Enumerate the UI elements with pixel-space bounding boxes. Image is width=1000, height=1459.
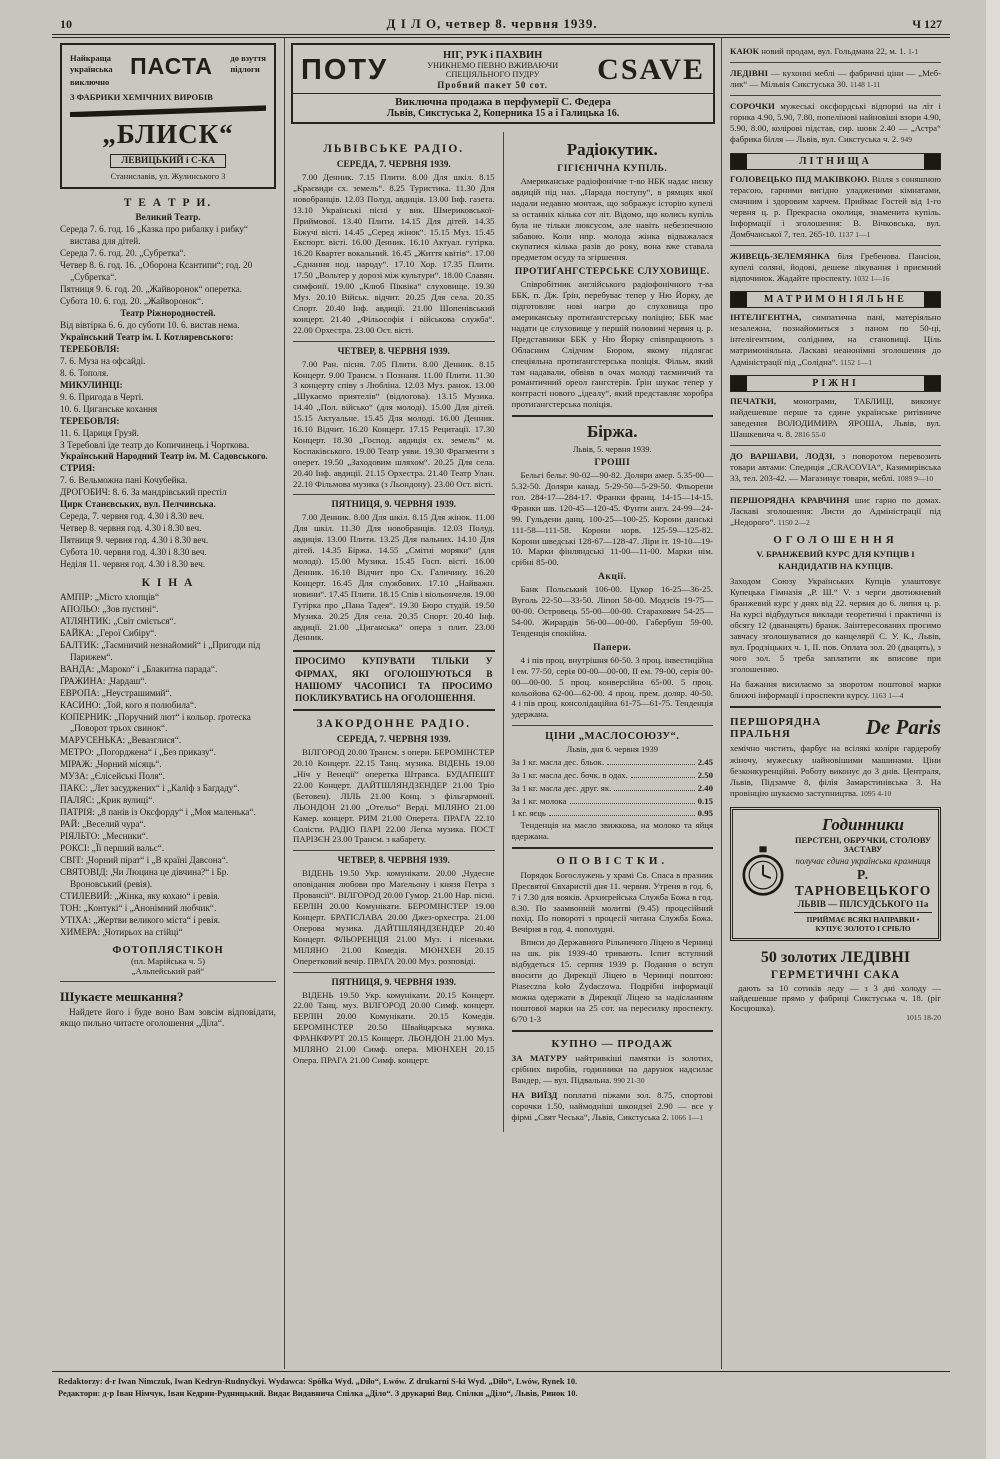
inner-columns [285,132,721,1132]
section-divider [293,494,495,495]
ad-subheadline: ГЕРМЕТИЧНІ САКА [770,968,901,981]
blysk-ad-right [230,53,266,76]
laundry-ad [730,715,941,798]
cinema-line: СВІТ: „Чорний пірат“ і „В країні Давсона“. [60,854,229,865]
laundry-ad-top [730,715,941,740]
section-divider [730,706,941,708]
theater-line: 7. 6. Вельможна пані Кочубейка. [60,475,188,486]
bonds-title: Папери. [593,642,632,653]
ad-text: Пробний пакет 50 сот. [437,80,549,90]
opovistky-title: ОПОВІСТКИ. [556,854,669,867]
theater-line: ДРОГОБИЧ: 8. 6. За мандрівський престіл [60,487,227,498]
swoosh-graphic [70,105,266,117]
radiokutyk-title: Радіокутик. [566,140,658,159]
classified-lead: СОРОЧКИ [730,101,775,112]
theater-line: Український Народний Театр ім. М. Садовського. [60,451,268,462]
classified-ad [512,1090,714,1123]
column-1 [52,38,285,1369]
section-divider [730,445,941,446]
dotted-leader [607,764,694,765]
classified-text: Вілля з соняшною терасою, гарними вигідно уладженими кімнатами, смачним і здоровим харчем. Приймає Гостей від 1-го червня ц. р. Прекрасна околиця, знаменита купіль. Інформації і зголошення: В. Вічковська, вул. Домбчанської 7, тел. 265-10. [730,173,941,239]
ad-text: Виключна продажа в перфумерії С. Федера [395,96,611,108]
classified-lead: ГОЛОВЕЦЬКО ПІД МАКІВКОЮ. [730,173,870,184]
price-value: 0.95 [697,808,713,819]
masthead: Д І Л О, четвер 8. червня 1939. [386,16,598,31]
birzha-title: Біржа. [587,422,638,442]
kurs-note-text: На бажання висилаємо за зворотом поштової марки ближчі інформації і проспекти курсу. [730,679,941,701]
theater-line: Середа, 7. червня год. 4.30 і 8.30 веч. [60,511,205,522]
radio-schedule: ВІДЕНЬ 19.50 Укр. комунікати. 20.15 Концерт. 22.00 Танц. муз. ВІЛГОРОД 20.00 Симф. концерт. БЕРЛІН 20.00 Комунікати. 20.15 Комедія. БЕРОМІНСТЕР 20.50 Швайцарська музика. ФРАНКФУРТ 20.15 Концерт. ЛЬОНДОН 21.00 Муз. МІЛЯНО 21.00 Симф. опера. МЮНХЕН 20.15 Опера. ПРАГА 21.00 Симф. концерт. [293,989,495,1065]
price-value: 0.15 [697,795,713,806]
ad-headline: ПОТУ [301,53,389,86]
stocks-rates: Банк Польський 106-00. Цукор 16-25—36-25. Вуголь 22-50—33-50. Ліпоп 58-00. Модзєїв 19-75—00-00. Островець 55-00—00-00. Старахович 54-25—54-00. Жирардів 56-00—00-00. Габербуш 59-00. Тенденція спокійна. [511,584,713,638]
page-footer [52,1371,950,1404]
factory-line: З ФАБРИКИ ХЕМІЧНИХ ВИРОБІВ [70,92,213,103]
bonds-rates: 4 і пів проц. внутрішня 60-50. 3 проц. інвестиційна І ем. 77-50, серія 00-00—00-00, ІІ ем. 79-00, серія 00-00—00-00. 5 проц. конверсійна 65-00. 5 проц. кольойова 62-00—62-00. 4 проц. прем. доляр. 40-50. 4 і пів проц. консолідаційна 61-75—61-75. Тенденція удержана. [511,654,713,720]
radio-schedule: ВІЛГОРОД 20.00 Трансм. з опери. БЕРОМІНСТЕР 20.10 Концерт. 22.15 Танц. музика. ВІДЕНЬ 19.00 „Ніч у Венеції“ оперетка Штравса. БУДАПЕШТ 22.00 Концерт. ДАЙТШЛЯНДЗЕНДЕР 21.00 Тріо (Бетовен). ЛІЛЬ 21.00 Конц. з фільгармонії. ЛЬОНДОН 21.00 „Отельо“ Верді. МІЛЯНО 21.00 Камер. концерт. РИМ 21.00 Оперета. ПРАГА 22.10 Солісти. РАДІО ПАРІ 22.00 Легка музика. ПОСТ ПАРІЗЄН 23.00 Трансм. з кабарету. [293,747,495,845]
theater-line: Субота 10. червня год. 4.30 і 8.30 веч. [60,547,207,558]
classified-ad [730,68,941,90]
issue-number: Ч 127 [912,17,942,31]
lviv-radio-title: ЛЬВІВСЬКЕ РАДІО. [323,143,465,155]
housing-text: Найдете його і буде воно Вам зовсім відповідати, якщо пильно читаєте оголошення „Діла“. [60,1007,276,1030]
cinema-line: ПАЛЯС: „Крик вулиці“. [60,795,155,806]
price-label: 1 кг. яєць [511,808,546,819]
classified-lead: ДО ВАРШАВИ, ЛОДЗІ, [730,450,835,461]
section-divider [730,95,941,96]
potu-ad-top [293,45,713,93]
classified-text: поплатні піжами зол. 8.75, спортові сорочки 1.50, наймодніші шкондзеї 2.90 — все у фірмі „Свят Чеська“, Львів, Сикстуська 2. [511,1089,714,1122]
classified-ref: 1095 4-10 [860,788,892,798]
cinema-line: КОПЕРНИК: „Поручний лют“ і кольор. ґротеска „Поворот трьох свинок“. [60,711,251,734]
classified-ad [730,101,941,145]
classified-lead: ПЕРШОРЯДНА КРАВЧИНЯ [730,495,850,506]
kurs-note [730,679,941,701]
ad-text: українська [70,64,113,75]
classified-ref: 1066 1—1 [670,1112,704,1122]
theater-line: 8. 6. Тополя. [60,367,109,378]
section-divider [512,725,714,726]
merchant-address: ЛЬВІВ — ПІЛСУДСЬКОГО 11а [797,898,929,909]
money-title: ГРОШІ [594,458,631,469]
watchmaker-ad [730,807,941,941]
price-row [512,782,714,795]
ad-text: до взуття [230,53,266,63]
classified-ref: 1015 18-20 [906,1012,941,1022]
page-header [52,12,950,35]
section-divider [293,341,495,342]
ad-text: ПРАЛЬНЯ [730,727,791,740]
classified-ref: 949 [900,135,912,145]
classified-lead: ПЕЧАТКИ, [730,395,777,406]
theater-line: Четвер 8. червня год. 4.30 і 8.30 веч. [60,523,202,534]
price-row [512,807,714,820]
price-row [512,795,714,808]
ad-text: дають за 10 сотиків леду — з 3 дні холоду — найдешевше прямо у фабриці Сикстуська ч. 18. (ріг Косцюшка). [730,982,941,1013]
cinema-line: ПАТРІЯ: „8 панів із Оксфорду“ і „Моя маленька“. [60,807,256,818]
column-2 [285,132,504,1132]
classified-ref: 1032 1—16 [853,274,890,284]
birzha-dateline: Львів, 5. червня 1939. [572,444,652,455]
price-label: За 1 кг. молока [511,795,567,806]
cinema-line: МЕТРО: „Погорджена“ і „Без приказу“. [60,747,216,758]
price-label: За 1 кг. масла дес. бльок. [511,757,605,768]
maker-name: ЛЕВИЦЬКИЙ і С-КА [110,154,226,168]
ad-text: ПЕРСТЕНІ, ОБРУЧКИ, СТОЛОВУ ЗАСТАВУ [795,835,931,854]
section-divider [293,850,495,851]
classified-text: мужеські оксфордські відпорні на літ і горнка 4.90, 5.90, 7.80, попелінові найновіші взори 4.90, 5.90, 8.00, колірові підстав, сир. шовк 2.40 — „Астра“ фабрика білля — Львів, вул. Сикстуська ч. 2. [730,101,941,145]
buy-from-advertisers-notice [293,650,495,711]
radio-schedule: 7.00 Ран. пісня. 7.05 Плити. 8.00 Денник. 8.15 Концерт. 9.00 Трансм. з Познаня. 11.00 Плити. 11.30 З концерту співу з Любліна. 12.03 Муз. ранок. 13.00 „Шукаємо приятелів“ (відлогова). 13.15 Музика. 14.40 „Пол. військо“ (для молоді). 15.00 Для дітей. 15.15 Актуальне. 15.45 Для молоді. 16.00 Денник. 16.10 Відчит. 16.20 Концерт. 17.15 Рецитації. 17.30 Концерт. 18.30 „Господ. авдиція сх. земель“ м. Коспаківського. 19.00 Театр уяви. 19.30 Фрагменти з оперет. 19.50 „Заходовим шляхом“. 20.25 Для села. 20.40 Інф. авдиції. 21.15 Орхестра. 21.40 Театр Улан. 22.10 Фільмова музика (з Льондону). 23.00 Ост. вісті. [293,358,495,489]
ornament-left [731,154,747,169]
classified-text: з поворотом перевозить товари автами: Спедиція „CRACOVIA“, Казимирівська 33, тел. 203-42. — Магазинує товари, меблі. [730,450,941,484]
blysk-paste-ad [60,43,276,189]
classified-lead: ЖИВЕЦЬ-ЗЕЛЕМЯНКА [730,251,830,262]
merchant-name: Р. ТАРНОВЕЦЬКОГО [794,866,932,898]
radio-schedule: 7.00 Денник. 8.00 Для шкіл. 8.15 Для жінок. 11.00 Для шкіл. 11.30 Для новобранців. 12.03 Полуд. авдиція. 13.00 Плити. 13.25 Для пальних. 14.10 Для дітей. 14.35 Біржа. 14.55 „Смітні моряки“ (для молоді). 15.00 Музика. 15.45 Госп. вісті. 16.00 Денник. 16.10 Відчит про Сх. Галичину. 16.20 Концерт. 16.45 Для службових. 17.10 „Найважн. новини“. 17.45 Плити. 18.15 Спів і віольончеля. 19.00 Гутірка про „Пана Тадея“. 19.30 Бюро студій. 19.50 Музика. 20.25 Для села. 20.35 Спорт. 20.40 Інф. авдиції. 21.00 „Циганська“ опера з плит. 23.00 Денник. [293,512,495,643]
price-value: 2.45 [697,757,713,768]
price-value: 2.50 [697,770,713,780]
hygiene-bath-title: ГІГІЄНІЧНА КУПІЛЬ. [557,164,668,174]
classified-ad [730,174,941,240]
classified-ref: 1-1 [908,47,919,56]
oholoshennia-title: ОГОЛОШЕННЯ [773,534,898,547]
opovistky-item: Вписи до Державного Рільничого Ліцею в Черниці на шк. рік 1939-40 тривають. Іспит вступний відбудеться 15. серпня 1939 р. Подання о вступ вносити до Дирекції Ліцею в Черниці поштою: Piaseczna koło Żydaczowa. Подрібні інформації можна одержати в Дирекції Ліцею за надісланням поштової марки на 25 сот. на пересилку проспекту. 6/70 1-3 [511,937,713,1024]
cinema-line: КАСИНО: „Той, кого я полюбила“. [60,699,197,710]
maslosoyuz-dateline: Львів, дня 6. червня 1939 [566,744,659,755]
classified-ref: 1163 1—4 [871,691,904,701]
theater-line: З Теребовлі їде театр до Копичинець і Чорткова. [60,439,250,450]
laundry-text [730,743,941,798]
ad-text: Найкраща [70,53,112,63]
stocks-title: Акції. [598,572,627,583]
ad-text: підлоги [230,64,260,75]
classified-ad [730,312,941,367]
section-divider [730,62,941,63]
radio-schedule: 7.00 Денник. 7.15 Плити. 8.00 Для шкіл. 8.15 „Краєвиди сх. земель“. 8.25 Туристика. 11.30 Для новобранців. 12.03 Полуд. авдиція. 13.00 Інф. газета. 13.10 Українські пісні у вик. Шмериковської-Приймової. 13.40 Плити. 14.15 Для дітей. 14.35 Біжучі вісті. 14.45 „Серед жінок“. 15.15 Муз. 15.45 Експорт. вісті. 16.00 Денник. 16.10 Актуал. гутірка. 16.20 Квартет вокальний. 16.45 „Життя квітів“. 17.00 „Єднання под. народу“. 17.10 Хор. 17.35 Плити. 17.50 „Вольтер у дорозі між культури“. 18.00 Славян. симфонії. 19.00 „Клюб Піквіка“ слуховище. 19.30 Муз. 20.10 Військ. відчит. 20.25 Для села. 20.35 Спорт. 20.40 Інф. авдиції. 21.00 Шопенівський концерт. 21.40 „Фільософія і військова служба“. 22.00 Орхестра. 23.00 Ост. вісті. [293,172,495,335]
radio-day-header: СЕРЕДА, 7. ЧЕРВНЯ 1939. [336,160,451,170]
cinema-line: ПАКС: „Лет засуджених“ і „Каліф з Багдаду“. [60,783,240,794]
classified-ad [730,451,941,484]
theater-line: Театр Ріжнородностей. [120,308,216,319]
pocket-watch-icon [739,845,787,903]
classified-lead: НА ВИЇЗД [511,1089,558,1100]
cinema-line: ТОН: „Контукі“ і „Анонімний любчик“. [60,902,217,913]
theater-line: 9. 6. Пригода в Черті. [60,391,144,402]
cinema-line: МІРАЖ: „Чорний місяць“. [60,759,162,770]
section-divider [730,489,941,490]
cinema-line: УТІХА: „Жертви великого міста“ і ревія. [60,914,221,925]
potu-ad-bottom [293,93,713,122]
cinema-line: СВЯТОВІД: „Чи Люцина це дівчина?“ і Бр. Вроновський (ревія). [60,866,229,889]
maker-address: Станиславів, ул. Жулинського 3 [110,171,226,182]
cinema-line: МАРУСЕНЬКА: „Вевазглися“. [60,735,182,746]
laundry-body: хемічно чистить, фарбує на всілякі коліри гардеробу жіночу, мужеську найновішими машинами. Ціни безконкуренційні. Роботу виконує до 3 днів. Централя, Львів, Підзамче 8, філія Замарстинівська 3. На провінцію шукаємо заступництва. [730,743,941,798]
ornament-right [924,154,940,169]
watchmaker-ad-text [794,815,932,933]
cinema-line: ҐРАЖИНА: „Чардаш“. [60,675,147,686]
radio-day-header: ЧЕТВЕР, 8. ЧЕРВНЯ 1939. [337,346,450,357]
theater-line: Великий Театр. [135,212,201,223]
antigangster-title: ПРОТИҐАНГСТЕРСЬКЕ СЛУХОВИЩЕ. [514,267,710,278]
column-3 [504,132,722,1132]
cinema-line: СТИЛЕВИЙ: „Жінка, яку кохаю“ і ревія. [60,890,220,901]
ornament-right [924,376,940,391]
theater-line: Субота 10. 6. год. 20. „Жайворонок“. [60,296,204,307]
cinema-line: БАЛТИК: „Таємничий незнайомий“ і „Пригоди під Парижем“. [60,639,261,662]
ad-text: получає єдина українська крамниця [795,855,931,866]
classified-ref: 1148 1-11 [850,80,881,90]
theater-line: Від вівтірка 6. 6. до суботи 10. 6. вистав нема. [60,319,240,330]
classified-ad [730,46,941,57]
theater-line: ТЕРЕБОВЛЯ: [60,415,120,426]
kupno-prodazh-title: КУПНО — ПРОДАЖ [551,1037,674,1050]
newspaper-page [52,12,950,1404]
price-label: За 1 кг. масла дес. друг. як. [511,782,612,793]
classified-lead: ІНТЕЛІГЕНТНА, [730,312,802,323]
classified-lead: КАЮК [730,46,760,56]
laundry-ad-left [730,716,821,740]
foreign-radio-title: ЗАКОРДОННЕ РАДІО. [316,718,472,731]
blysk-ad-left [70,53,113,88]
classified-ad [512,1053,714,1086]
imprint-line-ukrainian: Редактори: д-р Іван Німчук, Іван Кедрин-Рудницький. Видає Видавнича Спілка „Діло“. З друкарні Вид. Спілки „Діло“, Львів, Ринок 10. [58,1389,578,1399]
classified-ref: 990 21-30 [613,1075,645,1085]
dotted-leader [549,815,695,816]
housing-title: Шукаєте мешкання? [60,988,184,1004]
section-divider [512,847,714,849]
cinema-line: РАЙ: „Веселий чура“. [60,819,146,830]
cinema-line: БАЙКА: „Герої Сибіру“. [60,627,157,638]
ad-headline: Годинники [822,814,904,834]
theater-line: Український Театр ім. І. Котляревського: [60,331,234,342]
kurs-text: Заходом Союзу Українських Купців улаштовує Купецька Гімназія „Р. Ш.“ V. з черги двотижневий бранжевий курс у днях від 22. червня до 6. липня ц. р. На курсі відбудуться виклади теоретичні і практичні із обсягу 12 (дванацять) бранж. Заінтересованих просимо завчасу зголошуватися до канцелярії С. У. К., Львів, вул. Ґродзіцьких ч. 1, ІІ. пов. Оплата зол. 20 (двацять), з чого зол. 5 треба заплатити як вписове при зголошенню. [730,575,941,675]
brand-name: „БЛИСК“ [102,119,234,150]
cinema-line: РОКСІ: „Її перший вальс“. [60,843,165,854]
classified-ref: 2816 55-0 [794,429,826,439]
theater-line: МИКУЛИНЦІ: [60,379,123,390]
section-header-label: МАТРИМОНІЯЛЬНЕ [764,294,907,306]
section-divider [512,415,714,417]
laundry-brand: De Paris [865,715,941,740]
money-rates: Бельгі бельг. 90-02—90-82. Доляри амер. 5.35-00—5.32-50. Доляри канад. 5-29-50—5-29-50. Фльорени гол. 284-17—284-17. Франки франц. 14-15—14-15. Франки шв. 120-45—120-45. Фунти англ. 24-99—24-99. Гульдени данц. 100-25—100-25. Корони данські 111-58—111-58. Корони норв. 125-59—125-82. Корони шведські 128-67—128-47. Ліри іт. 19-10—19-10. Марки фінляндські 11-00—11-00. Марки нім. срібні 85-00. [511,470,713,568]
ornament-right [924,292,940,307]
section-divider [60,981,276,982]
icebox-ad [730,949,941,1022]
theater-line: 11. 6. Цариця Грузй. [60,427,139,438]
classified-text: найтривкіші памятки із золотих, срібних виробів, годинники на дарунок надсилає Вандер, — вул. Підвальна. [511,1052,713,1085]
theater-line: 10. 6. Циганське кохання [60,403,158,414]
classified-lead: ЛЕДІВНІ [730,68,769,79]
classified-ref: 1137 1—1 [838,229,871,239]
column-4 [722,38,949,1369]
classified-text: новий продам, вул. Гольдмана 22, м. 1. [761,46,906,56]
photoplasticon-address: (пл. Марійська ч. 5) [130,955,205,966]
section-divider [293,972,495,973]
theater-line: Пятниця 9. червня год. 4.30 і 8.30 веч. [60,535,209,546]
theater-line: 7. 6. Муза на офсайді. [60,355,146,366]
dotted-leader [614,790,694,791]
price-row [512,756,714,769]
cinema-line: АМПІР: „Місто хлопців“ [60,592,160,602]
scan-edge [986,0,1000,1459]
theater-line: Середа 7. 6. год. 16 „Казка про рибалку і рибку“ вистава для дітей. [60,224,248,247]
theater-line: Пятниця 9. 6. год. 20. „Жайворонок“ оперетка. [60,284,242,295]
classified-ad [730,251,941,284]
cinema-line: МУЗА: „Єлісейські Поля“. [60,771,165,782]
price-value: 2.40 [697,782,713,793]
classified-ad [730,396,941,440]
cinema-line: ХИМЕРА: „Чотирьох на стійці“ [60,926,183,937]
kurs-title: V. БРАНЖЕВИЙ КУРС ДЛЯ КУПЦІВ І КАНДИДАТІВ НА КУПЦІВ. [756,549,915,571]
cinema-line: РІЯЛЬТО: „Месники“. [60,831,149,842]
product-name: ПАСТА [130,53,213,79]
cinema-line: ВАНДА: „Мароко“ і „Блакитна парада“. [60,663,218,674]
classified-lead: ЗА МАТУРУ [511,1052,568,1063]
ad-headline: 50 золотих ЛЕДІВНІ [760,948,911,966]
potu-powder-ad [291,43,715,124]
columns [52,37,950,1369]
ad-text: Львів, Сикстуська 2, Коперника 15 а і Галицька 16. [386,108,620,119]
ad-text: НІГ, РУК і ПАХВИН [443,50,543,61]
ad-text: ПРИЙМАЄ ВСЯКІ НАПРАВКИ • КУПУЄ ЗОЛОТО І СРІБЛО [794,912,932,933]
section-header-litnyshcha [730,153,941,170]
ad-text: УНИКНЕМО ПЕВНО ВЖИВАЮЧИ СПЕЦІЯЛЬНОГО ПУДРУ [427,61,559,79]
price-row [512,769,714,782]
hygiene-bath-text: Американське радіофонічне т-во НБК надає низку авдицій під наз. „Парада поступу“, в рямцях якої надали недавно монтаж, що зображує історію купелі за останніх кілька сот літ. Відомо, що колись купіль була не тільки люксусом, але навіть небезпечною забавою. Коли нпр. молода жінка відважалася скупатися кілька разів до року, вона вже ставала предметом осуду та згіршення. [511,176,713,263]
dotted-leader [631,777,695,778]
section-divider [730,245,941,246]
radio-schedule: ВІДЕНЬ 19.50 Укр. комунікати. 20.00 „Чудесне оповідання любови про Маґельону і князя Петра з Провансії“. ВІЛГОРОД 20.00 Гумор. 21.00 Нар. пісні. БЕРЛІН 20.00 Комунікати. БЕРОМІНСТЕР 19.00 Концерт. БРАТІСЛАВА 20.00 Джез-орхестра. 21.00 Оперова музика. ДАЙТШЛЯНДЗЕНДЕР 20.40 Концерт. ФЛЬОРЕНЦІЯ 21.00 Муз. і пісеньки. МІЛЯНО 21.00 Комедія. МЮНХЕН 20.15 Оперетковий вечір. ПРАГА 20.00 Муз. розповіді. [293,868,495,966]
cinema-line: АПОЛЬО: „Зов пустині“. [60,603,159,614]
theater-line: ТЕРЕБОВЛЯ: [60,343,120,354]
ornament-left [731,292,747,307]
section-header-rizhni [730,375,941,392]
ad-text: виключно [70,76,110,87]
cinemas-title: К І Н А [141,577,195,589]
radio-day-header: ЧЕТВЕР, 8. ЧЕРВНЯ 1939. [337,856,450,867]
notice-text: ПРОСИМО КУПУВАТИ ТІЛЬКИ У ФІРМАХ, ЯКІ ОГОЛОШУЮТЬСЯ В НАШОМУ ЧАСОПИСІ ТА ПРОСИМО ПОКЛИКУВАТИСЬ НА ОГОЛОШЕННЯ. [295,657,493,704]
product-brand: CSAVE [597,53,705,86]
page-number: 10 [60,17,72,31]
theater-line: Середа 7. 6. год. 20. „Субретка“. [60,248,186,259]
imprint-line-polish: Redaktorzy: d-r Iwan Nimczuk, Iwan Kedryn-Rudnyćkyi. Wydawca: Spółka Wyd. „Diło“, Lwów. Z drukarni S-ki Wyd. „Diło“, Lwów, Rynek 10. [58,1377,578,1386]
theater-line: Цирк Станєвських, вул. Пелчинська. [60,499,216,510]
classified-ad [730,495,941,528]
classified-ref: 1150 2—2 [777,518,810,528]
classified-text: симпатична пані, матеріяльно незалежна, познайомиться з паном по 50-ці, інтелігентним, солідним, на становищі. Ціль матримоніяльна. Ласкаві неанонімні зголошення до Адміністрації під „Солідна“. [730,312,942,367]
radio-day-header: СЕРЕДА, 7. ЧЕРВНЯ 1939. [336,735,451,746]
columns-2-3 [285,38,722,1369]
price-label: За 1 кг. масла дес. бочк. в одах. [511,770,628,780]
photoplasticon-block [60,945,276,976]
classified-text: — кухонні меблі — фабричні ціни — „Меб-лик“ — Мільвія Сикстуська 30. [730,68,942,90]
section-divider [512,1030,714,1032]
antigangster-text: Співробітник англійського радіофонічного т-ва ББК, п. Дж. Ґрін, перебуває тепер у Ню Йорку, де підготовляє нові нагри до слуховища про американську протиґангстерську поліцію; ББК має надати це слуховище у першій половині червня ц. р. Представники ББК у Ню Йорку співпрацюють з Обласним Слідчим Бюром, якому підлягає спеціяльна протиґангстерська поліція. Фільм, який там надавали, обвіяв в очах молоді таємничий та романтичний ореол ґангстерів. Ґрін шукає тепер у контрасті нового „ідеалу“, який представляє хоробра протиґангстерська поліція. [511,279,713,410]
maslosoyuz-title: ЦІНИ „МАСЛОСОЮЗУ“. [545,731,680,743]
classified-text: шиє гарно по домах. Ласкаві зголошення: Листи до Адміністрації під „Недорого“. [730,495,941,528]
opovistky-item: Порядок Богослужень у храмі Св. Спаса в празник Пресвятої Євхаристії дня 11. червня. Утреня в год. 6, 7 і 7.30 для вояків. Архиєрейська Служба Божа в год. 8.30. По заамвонній молитві (9.45) процесійний похід. По повороті з процесії читана Служба Божа. Вечірня в год. 4. пополудні. [511,869,713,935]
theater-line: Четвер 8. 6. год. 16. „Оборона Ксантипи“; год. 20 „Субретка“. [60,260,253,283]
section-header-label: РІЖНІ [812,377,859,389]
ad-text: ПЕРШОРЯДНА [730,715,822,728]
photoplasticon-title: ФОТОПЛЯСТІКОН [112,944,224,956]
classified-ref: 1089 9—10 [897,474,934,484]
potu-ad-middle [396,50,589,90]
maslosoyuz-tendency: Тенденція на масло звижкова, на молоко та яйця вдержана. [511,820,713,841]
cinema-line: ЕВРОПА: „Неустрашимий“. [60,687,172,698]
photoplasticon-program: „Альпейський рай“ [131,965,205,976]
theater-line: Неділя 11. червня год. 4.30 і 8.30 веч. [60,559,206,570]
classified-ref: 1152 1—1 [840,357,873,367]
ornament-left [731,376,747,391]
dotted-leader [570,803,695,804]
classified-text: біля Гребенова. Пансіон, купелі соляні, йодові, дешеве лікування і приємний відпочинок. Жадайте проспекту. [730,251,941,284]
theaters-title: Т Е А Т Р И. [123,197,213,210]
classified-text: монограми, ТАБЛИЦІ, виконує найдешевше перше та єдине українське ритівниче заведення ВОЛОДИМИРА ЯРОША, Львів, вул. Шашкевича ч. 8. [730,395,941,439]
section-header-label: ЛІТНИЩА [799,155,872,167]
radio-day-header: ПЯТНИЦЯ, 9. ЧЕРВНЯ 1939. [331,977,457,988]
cinema-line: АТЛЯНТИК: „Світ сміється“. [60,615,176,626]
blysk-ad-top [70,53,266,88]
theater-line: СТРИЯ: [60,463,96,474]
radio-day-header: ПЯТНИЦЯ, 9. ЧЕРВНЯ 1939. [331,500,457,511]
section-header-matrimonial [730,291,941,308]
